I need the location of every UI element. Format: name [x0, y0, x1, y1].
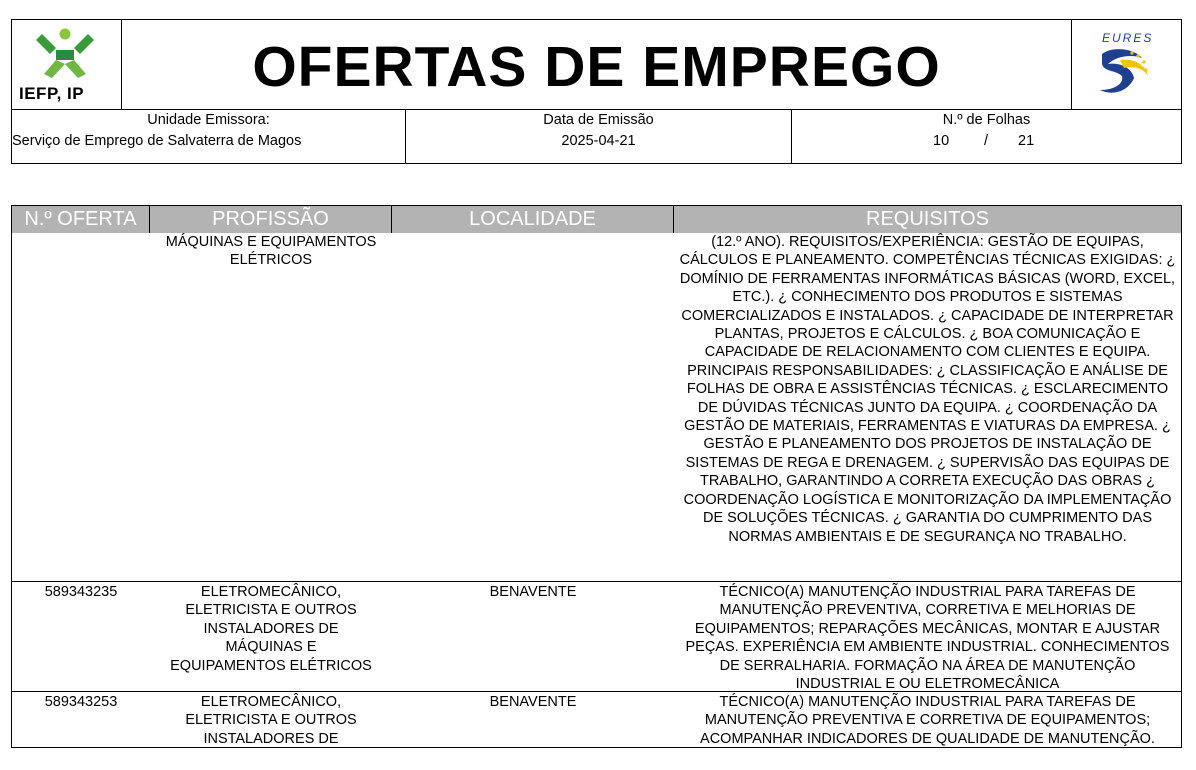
folhas-separator: /	[984, 133, 989, 149]
cell-requisitos: (12.º ANO). REQUISITOS/EXPERIÊNCIA: GESTÃO DE EQUIPAS, CÁLCULOS E PLANEAMENTO. COMPETÊNCIAS TÉCNICAS EXIGIDAS: ¿ DOMÍNIO DE FERRAMENTAS INFORMÁTICAS BÁSICAS (WORD, EXCEL, ETC.). ¿ CONHECIMENTO DOS PRODUTOS E SISTEMAS COMERCIALIZADOS E INSTALADOS. ¿ CAPACIDADE DE INTERPRETAR PLANTAS, PROJETOS E CÁLCULOS. ¿ BOA COMUNICAÇÃO E CAPACIDADE DE RELACIONAMENTO COM CLIENTES E EQUIPA. PRINCIPAIS RESPONSABILIDADES: ¿ CLASSIFICAÇÃO E ANÁLISE DE FOLHAS DE OBRA E ASSISTÊNCIAS TÉCNICAS. ¿ ESCLARECIMENTO DE DÚVIDAS TÉCNICAS JUNTO DA EQUIPA. ¿ COORDENAÇÃO DA GESTÃO DE MATERIAIS, FERRAMENTAS E VIATURAS DA EMPRESA. ¿ GESTÃO E PLANEAMENTO DOS PROJETOS DE INSTALAÇÃO DE SISTEMAS DE REGA E DRENAGEM. ¿ SUPERVISÃO DAS EQUIPAS DE TRABALHO, GARANTINDO A CORRETA EXECUÇÃO DAS OBRAS ¿ COORDENAÇÃO LOGÍSTICA E MONITORIZAÇÃO DA IMPLEMENTAÇÃO DE SOLUÇÕES TÉCNICAS. ¿ GARANTIA DO CUMPRIMENTO DAS NORMAS AMBIENTAIS E DE SEGURANÇA NO TRABALHO.	[679, 234, 1176, 545]
emissora-cell	[12, 110, 406, 164]
cell-requisitos: TÉCNICO(A) MANUTENÇÃO INDUSTRIAL PARA TAREFAS DE MANUTENÇÃO PREVENTIVA E CORRETIVA DE EQUIPAMENTOS; ACOMPANHAR INDICADORES DE QUALIDADE DE MANUTENÇÃO.	[700, 694, 1155, 747]
table-row	[12, 233, 1181, 582]
table-row	[12, 692, 1181, 748]
folhas-label: N.º de Folhas	[942, 112, 1031, 128]
column-header-oferta: N.º OFERTA	[12, 206, 150, 233]
title-cell	[122, 20, 1071, 110]
emissora-label: Unidade Emissora:	[147, 112, 270, 128]
eures-logo	[1071, 20, 1181, 110]
cell-requisitos: TÉCNICO(A) MANUTENÇÃO INDUSTRIAL PARA TAREFAS DE MANUTENÇÃO PREVENTIVA, CORRETIVA E MELHORIAS DE EQUIPAMENTOS; REPARAÇÕES MECÂNICAS, MONTAR E AJUSTAR PEÇAS. EXPERIÊNCIA EM AMBIENTE INDUSTRIAL. CONHECIMENTOS DE SERRALHARIA. FORMAÇÃO NA ÁREA DE MANUTENÇÃO INDUSTRIAL E OU ELETROMECÂNICA	[685, 584, 1170, 693]
offers-table	[11, 205, 1182, 748]
document-header	[11, 19, 1182, 164]
folhas-total: 21	[1018, 133, 1035, 149]
folhas-cell	[792, 110, 1181, 164]
data-emissao-value: 2025-04-21	[561, 133, 636, 149]
cell-profissao: MÁQUINAS E EQUIPAMENTOS ELÉTRICOS	[165, 234, 377, 269]
folhas-value	[792, 133, 1181, 151]
iefp-logo-text: IEFP, IP	[19, 84, 85, 103]
data-emissao-label: Data de Emissão	[543, 112, 654, 128]
cell-profissao: ELETROMECÂNICO, ELETRICISTA E OUTROS INSTALADORES DE	[185, 694, 357, 747]
eures-logo-icon	[1072, 20, 1182, 110]
table-header	[12, 205, 1181, 233]
data-emissao-cell	[406, 110, 792, 164]
cell-oferta: 589343253	[44, 694, 118, 710]
iefp-logo	[12, 20, 122, 110]
cell-oferta: 589343235	[44, 584, 118, 600]
eures-logo-text: EURES	[1102, 31, 1154, 45]
cell-localidade: BENAVENTE	[489, 694, 577, 710]
column-header-profissao: PROFISSÃO	[150, 206, 392, 233]
table-row	[12, 582, 1181, 692]
column-header-localidade: LOCALIDADE	[392, 206, 674, 233]
page-title: OFERTAS DE EMPREGO	[252, 35, 941, 99]
emissora-value: Serviço de Emprego de Salvaterra de Magos	[12, 133, 302, 149]
cell-localidade: BENAVENTE	[489, 584, 577, 600]
column-header-requisitos: REQUISITOS	[866, 208, 989, 230]
metadata-row	[12, 109, 1181, 164]
cell-profissao: ELETROMECÂNICO, ELETRICISTA E OUTROS INSTALADORES DE MÁQUINAS E EQUIPAMENTOS ELÉTRICOS	[170, 584, 372, 674]
folhas-current: 10	[933, 133, 950, 149]
